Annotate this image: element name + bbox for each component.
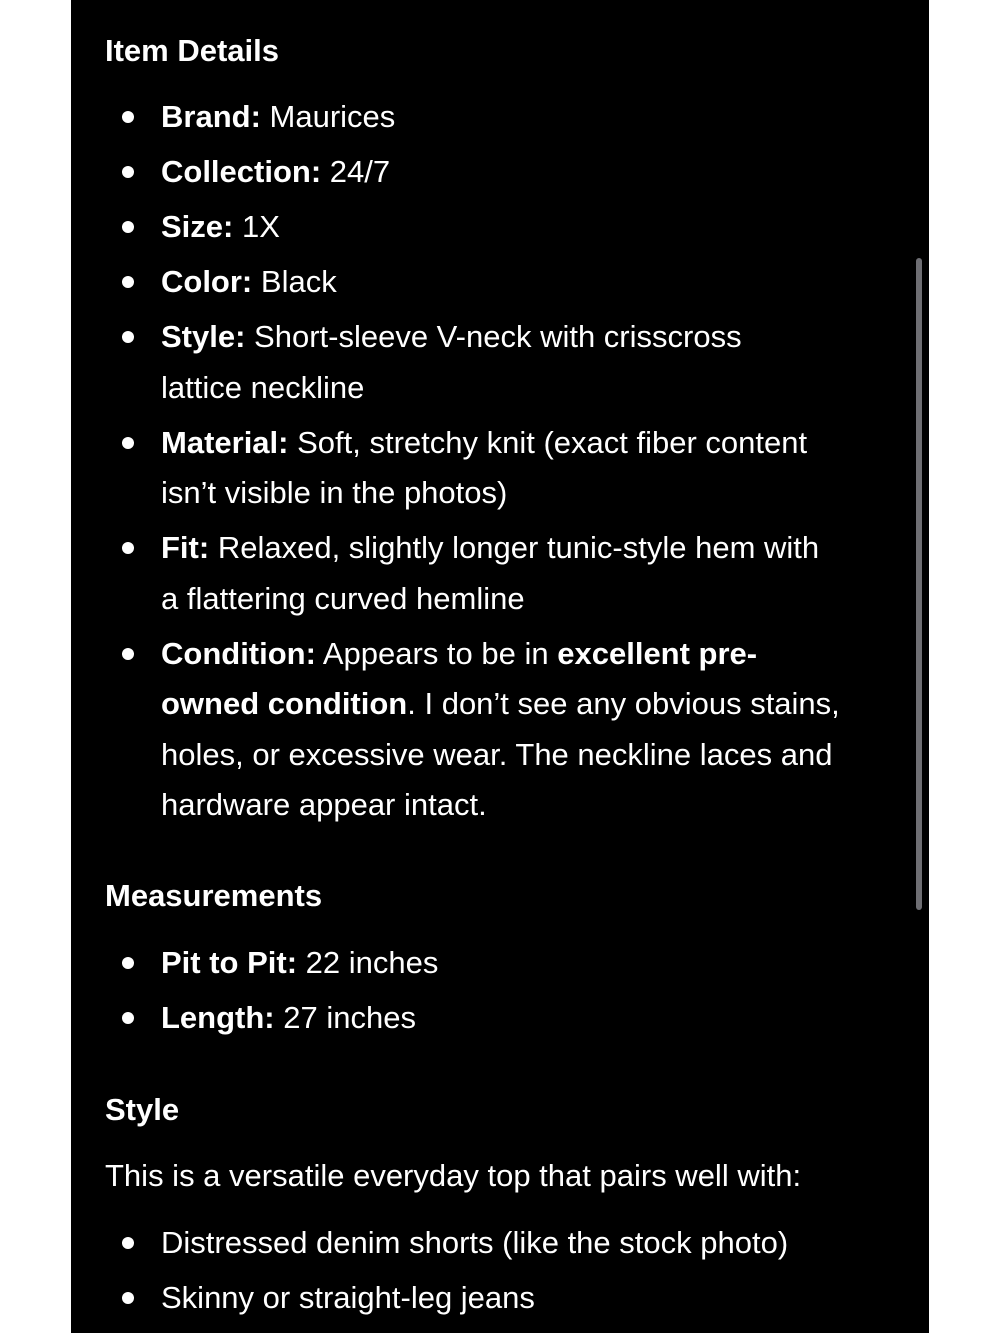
item-label: Material: [161, 424, 289, 460]
bullet-icon [122, 542, 134, 554]
item-value: Relaxed, slightly longer tunic-style hem with [217, 530, 820, 565]
list-item-style [105, 312, 905, 413]
item-value: 27 inches [283, 1000, 416, 1035]
list-item-color [105, 257, 905, 308]
item-label: Condition: [161, 635, 316, 671]
list-item [105, 1273, 905, 1324]
item-value-cont: lattice neckline [161, 369, 365, 405]
item-value-cont: hardware appear intact. [161, 787, 487, 822]
scrollbar[interactable] [916, 258, 922, 910]
list-item-condition [105, 629, 905, 831]
list-item-material [105, 418, 905, 519]
item-label: Collection: [161, 154, 322, 189]
item-value-bold: owned condition [161, 686, 408, 721]
chat-screen [71, 0, 929, 1333]
item-value: 22 inches [305, 945, 439, 980]
item-value: 1X [241, 209, 280, 244]
item-details-heading: Item Details [105, 33, 280, 68]
bullet-icon [122, 166, 134, 178]
style-heading: Style [105, 1092, 180, 1127]
bullet-icon [122, 437, 134, 449]
item-value: Soft, stretchy knit (exact fiber content [297, 424, 808, 460]
list-item [105, 1218, 905, 1269]
bullet-icon [122, 111, 134, 123]
bullet-icon [122, 957, 134, 969]
item-label: Fit: [161, 530, 210, 565]
item-label: Color: [161, 264, 253, 299]
item-value: Appears to be in [322, 635, 549, 671]
item-label: Brand: [161, 99, 261, 134]
item-value-cont: isn’t visible in the photos) [161, 475, 508, 510]
style-list [105, 1218, 905, 1328]
item-value-cont: . I don’t see any obvious stains, [407, 686, 840, 721]
item-label: Pit to Pit: [161, 945, 298, 980]
measurements-heading: Measurements [105, 878, 323, 913]
bullet-icon [122, 1292, 134, 1304]
list-item-size [105, 202, 905, 253]
item-value: Maurices [269, 99, 396, 134]
list-item-fit [105, 523, 905, 624]
item-label: Style: [161, 319, 246, 354]
item-value-cont: a flattering curved hemline [161, 580, 525, 616]
bullet-icon [122, 1012, 134, 1024]
item-label: Length: [161, 1000, 275, 1035]
item-label: Size: [161, 209, 234, 244]
measurements-list [105, 938, 905, 1048]
bullet-icon [122, 648, 134, 660]
style-intro: This is a versatile everyday top that pairs well with: [105, 1158, 802, 1193]
bullet-icon [122, 1237, 134, 1249]
list-item-collection [105, 147, 905, 198]
list-item-brand [105, 92, 905, 143]
bullet-icon [122, 276, 134, 288]
list-item-pit-to-pit [105, 938, 905, 989]
item-value: Black [260, 264, 337, 299]
item-value-bold: excellent pre- [557, 635, 758, 671]
item-value: Distressed denim shorts (like the stock photo) [161, 1225, 789, 1260]
item-value: Skinny or straight-leg jeans [161, 1280, 535, 1315]
item-value-cont: holes, or excessive wear. The neckline laces and [161, 736, 833, 772]
bullet-icon [122, 331, 134, 343]
bullet-icon [122, 221, 134, 233]
item-value: Short-sleeve V-neck with crisscross [254, 319, 742, 354]
item-details-list [105, 92, 905, 835]
item-value: 24/7 [329, 154, 391, 189]
list-item-length [105, 993, 905, 1044]
